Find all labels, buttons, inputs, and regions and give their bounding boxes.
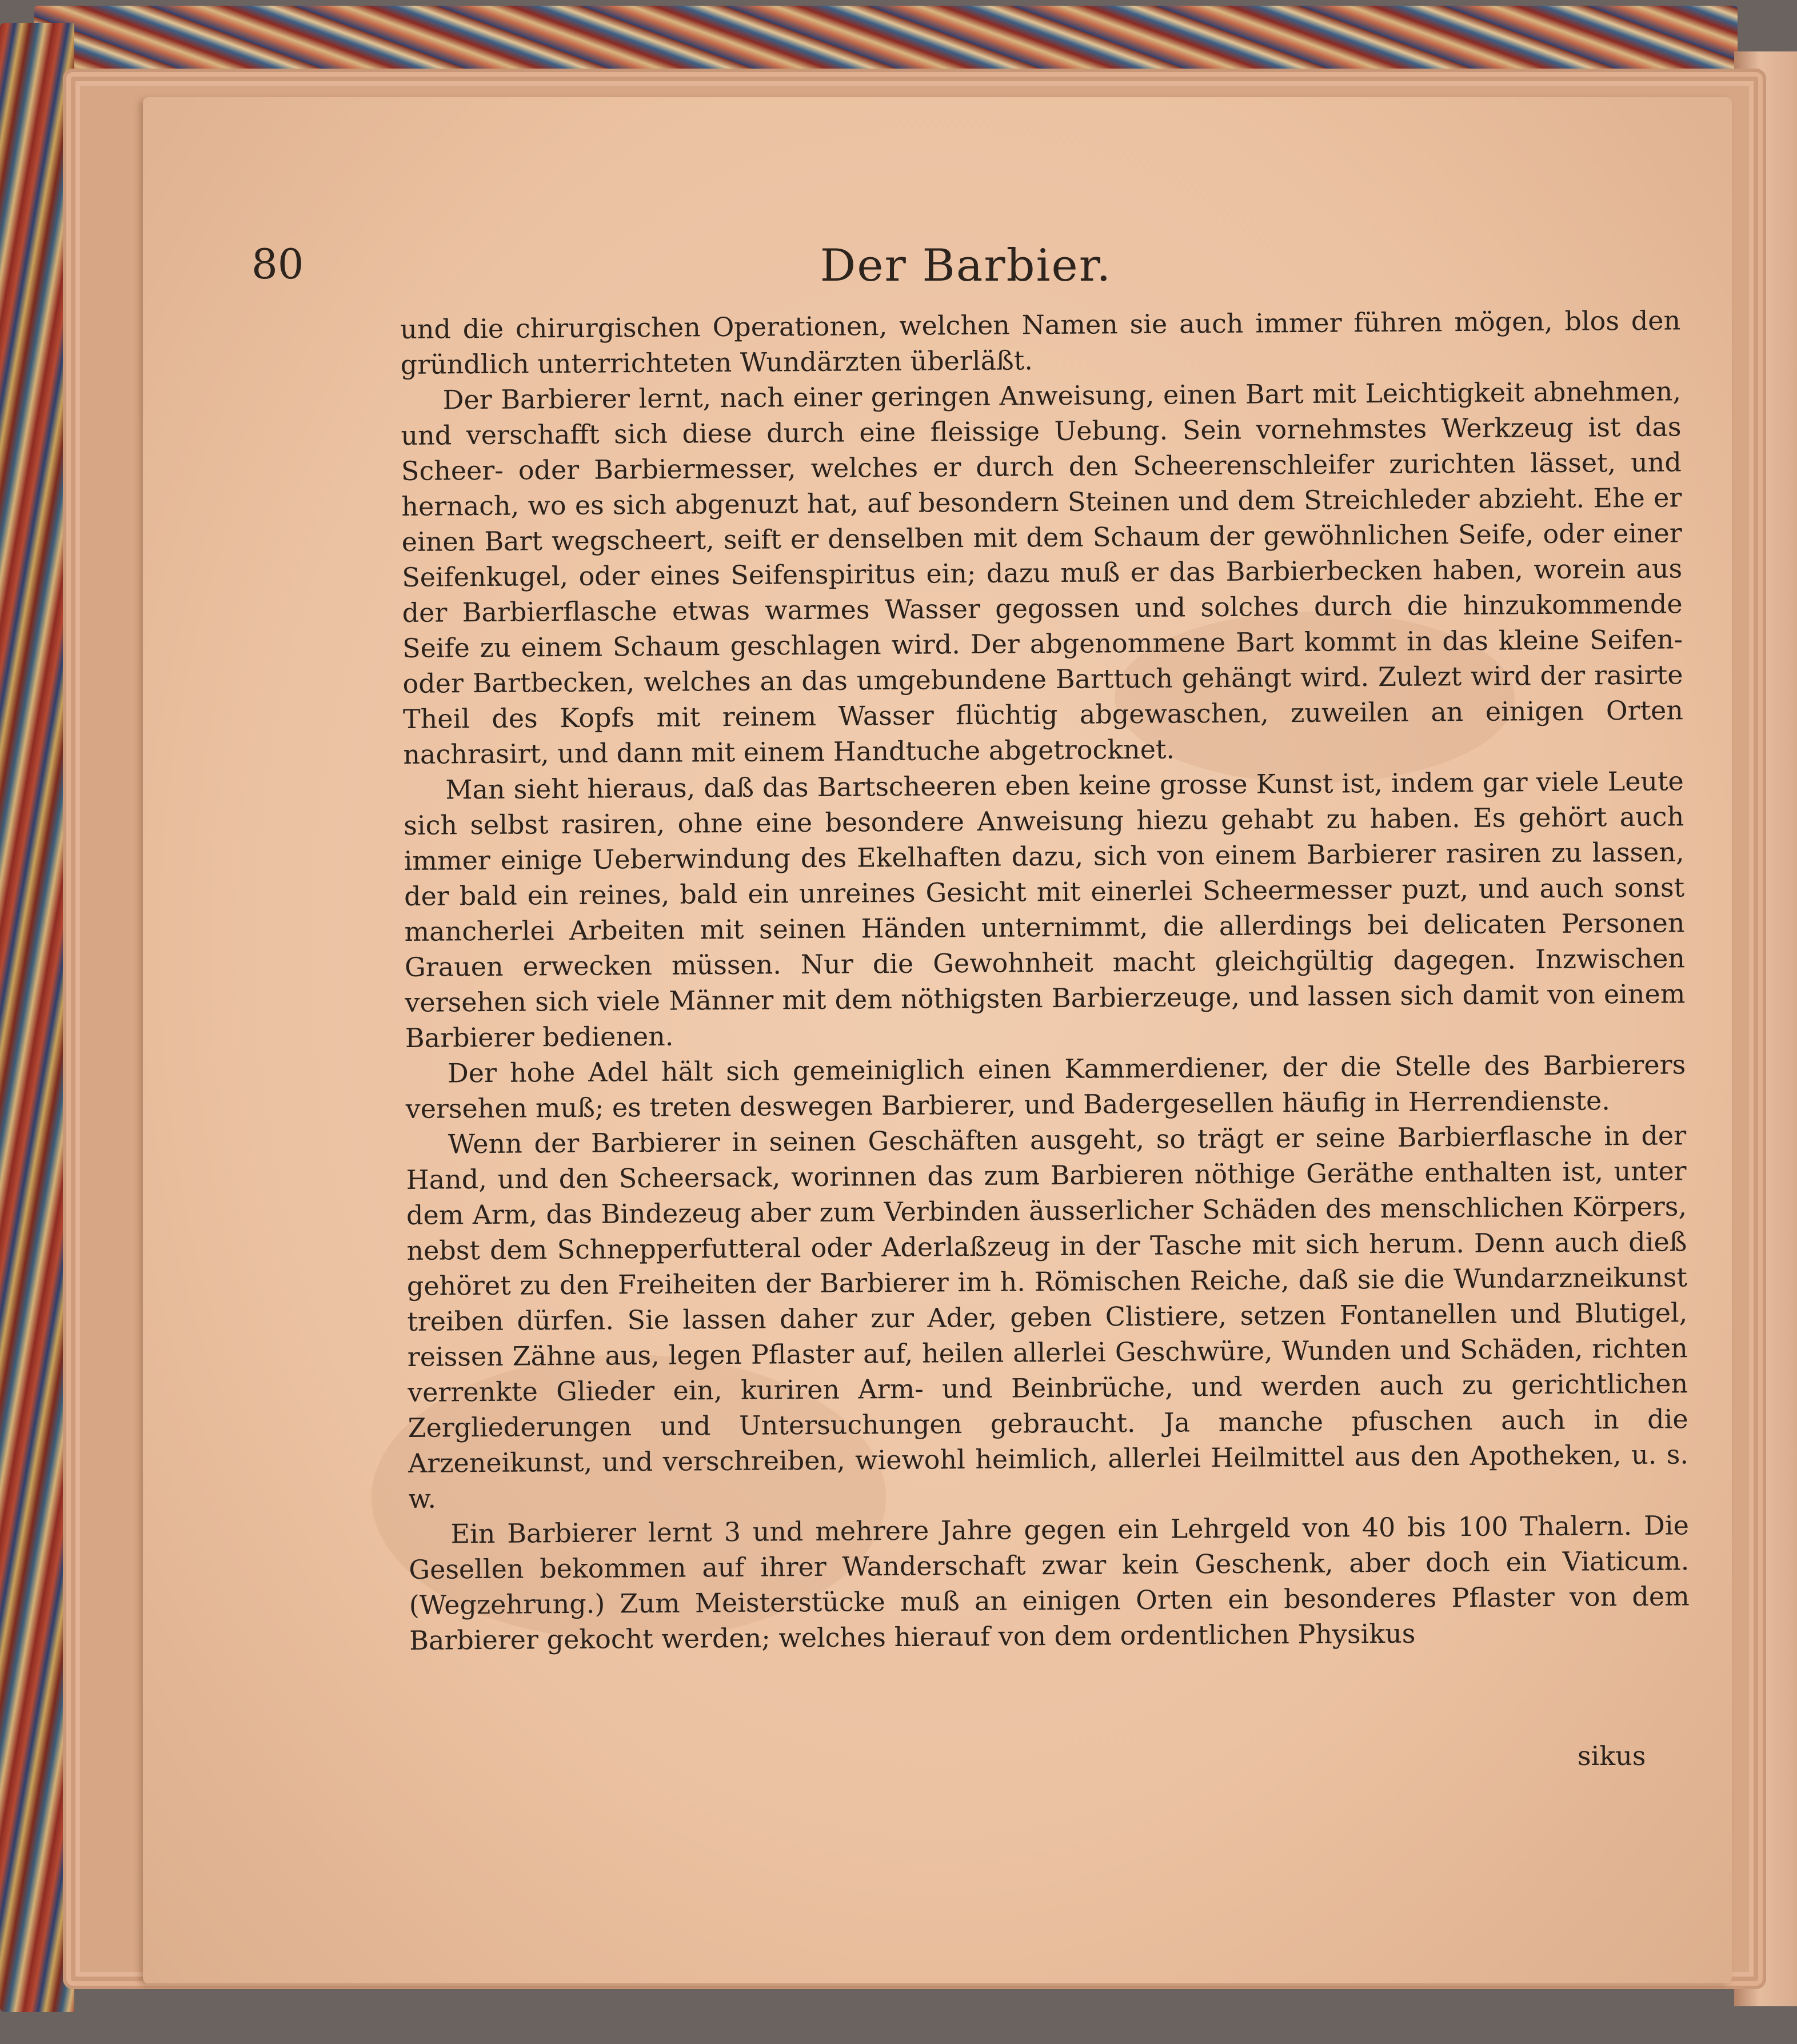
paragraph: Der hohe Adel hält sich gemeiniglich einen Kammerdiener, der die Stelle des Barbierers versehen muß; es treten deswegen Barbierer, und Badergesellen häufig in Herrendienste. <box>405 1049 1686 1124</box>
running-title: Der Barbier. <box>820 240 1112 292</box>
paragraph: Ein Barbierer lernt 3 und mehrere Jahre gegen ein Lehrgeld von 40 bis 100 Thalern. Die Gesellen bekommen auf ihrer Wanderschaft zwar kein Geschenk, aber doch ein Viaticum. (Wegzehrung.) Zum Meisterstücke muß an einigen Orten ein besonderes Pflaster von dem Barbierer gekocht werden; welches hierauf von dem ordentlichen Physikus <box>409 1510 1690 1656</box>
page-number: 80 <box>251 240 304 288</box>
body-text <box>400 302 1690 1658</box>
paragraph: Wenn der Barbierer in seinen Geschäften ausgeht, so trägt er seine Barbierflasche in der Hand, und den Scheersack, worinnen das zum Barbieren nöthige Geräthe enthalten ist, unter dem Arm, das Bindezeug aber zum Verbinden äusserlicher Schäden des menschlichen Körpers, nebst dem Schnepperfutteral oder Aderlaßzeug in der Tasche mit sich herum. Denn auch dieß gehöret zu den Freiheiten der Barbierer im h. Römischen Reiche, daß sie die Wundarzneikunst treiben dürfen. Sie lassen daher zur Ader, geben Clistiere, setzen Fontanellen und Blutigel, reissen Zähne aus, legen Pflaster auf, heilen allerlei Geschwüre, Wunden und Schäden, richten verrenkte Glieder ein, kuriren Arm- und Beinbrüche, und werden auch zu gerichtlichen Zergliederungen und Untersuchungen gebraucht. Ja manche pfuschen auch in die Arzeneikunst, und verschreiben, wiewohl heimlich, allerlei Heilmittel aus den Apotheken, u. s. w. <box>406 1120 1689 1514</box>
paragraph: Der Barbierer lernt, nach einer geringen Anweisung, einen Bart mit Leichtigkeit abnehmen, und verschafft sich diese durch eine fleissige Uebung. Sein vornehmstes Werkzeug ist das Scheer- oder Barbiermesser, welches er durch den Scheerenschleifer zurichten lässet, und hernach, wo es sich abgenuzt hat, auf besondern Steinen und dem Streichleder abzieht. Ehe er einen Bart wegscheert, seift er denselben mit dem Schaum der gewöhnlichen Seife, oder einer Seifenkugel, oder eines Seifenspiritus ein; dazu muß er das Barbierbecken haben, worein aus der Barbierflasche etwas warmes Wasser gegossen und solches durch die hinzukommende Seife zu einem Schaum geschlagen wird. Der abgenommene Bart kommt in das kleine Seifen- oder Bartbecken, welches an das umgebundene Barttuch gehängt wird. Zulezt wird der rasirte Theil des Kopfs mit reinem Wasser flüchtig abgewaschen, zuweilen an einigen Orten nachrasirt, und dann mit einem Handtuche abgetrocknet. <box>401 376 1684 770</box>
paragraph: Man sieht hieraus, daß das Bartscheeren eben keine grosse Kunst ist, indem gar viele Leute sich selbst rasiren, ohne eine besondere Anweisung hiezu gehabt zu haben. Es gehört auch immer einige Ueberwindung des Ekelhaften dazu, sich von einem Barbierer rasiren zu lassen, der bald ein reines, bald ein unreines Gesicht mit einerlei Scheermesser puzt, und auch sonst mancherlei Arbeiten mit seinen Händen unternimmt, die allerdings bei delicaten Personen Grauen erwecken müssen. Nur die Gewohnheit macht gleichgültig dagegen. Inzwischen versehen sich viele Männer mit dem nöthigsten Barbierzeuge, und lassen sich damit von einem Barbierer bedienen. <box>404 765 1686 1053</box>
catchword: sikus <box>1578 1740 1646 1771</box>
running-head <box>251 240 1680 303</box>
paragraph: und die chirurgischen Operationen, welchen Namen sie auch immer führen mögen, blos den gründlich unterrichteten Wundärzten überläßt. <box>400 305 1681 380</box>
marbled-top-edge <box>34 6 1738 69</box>
